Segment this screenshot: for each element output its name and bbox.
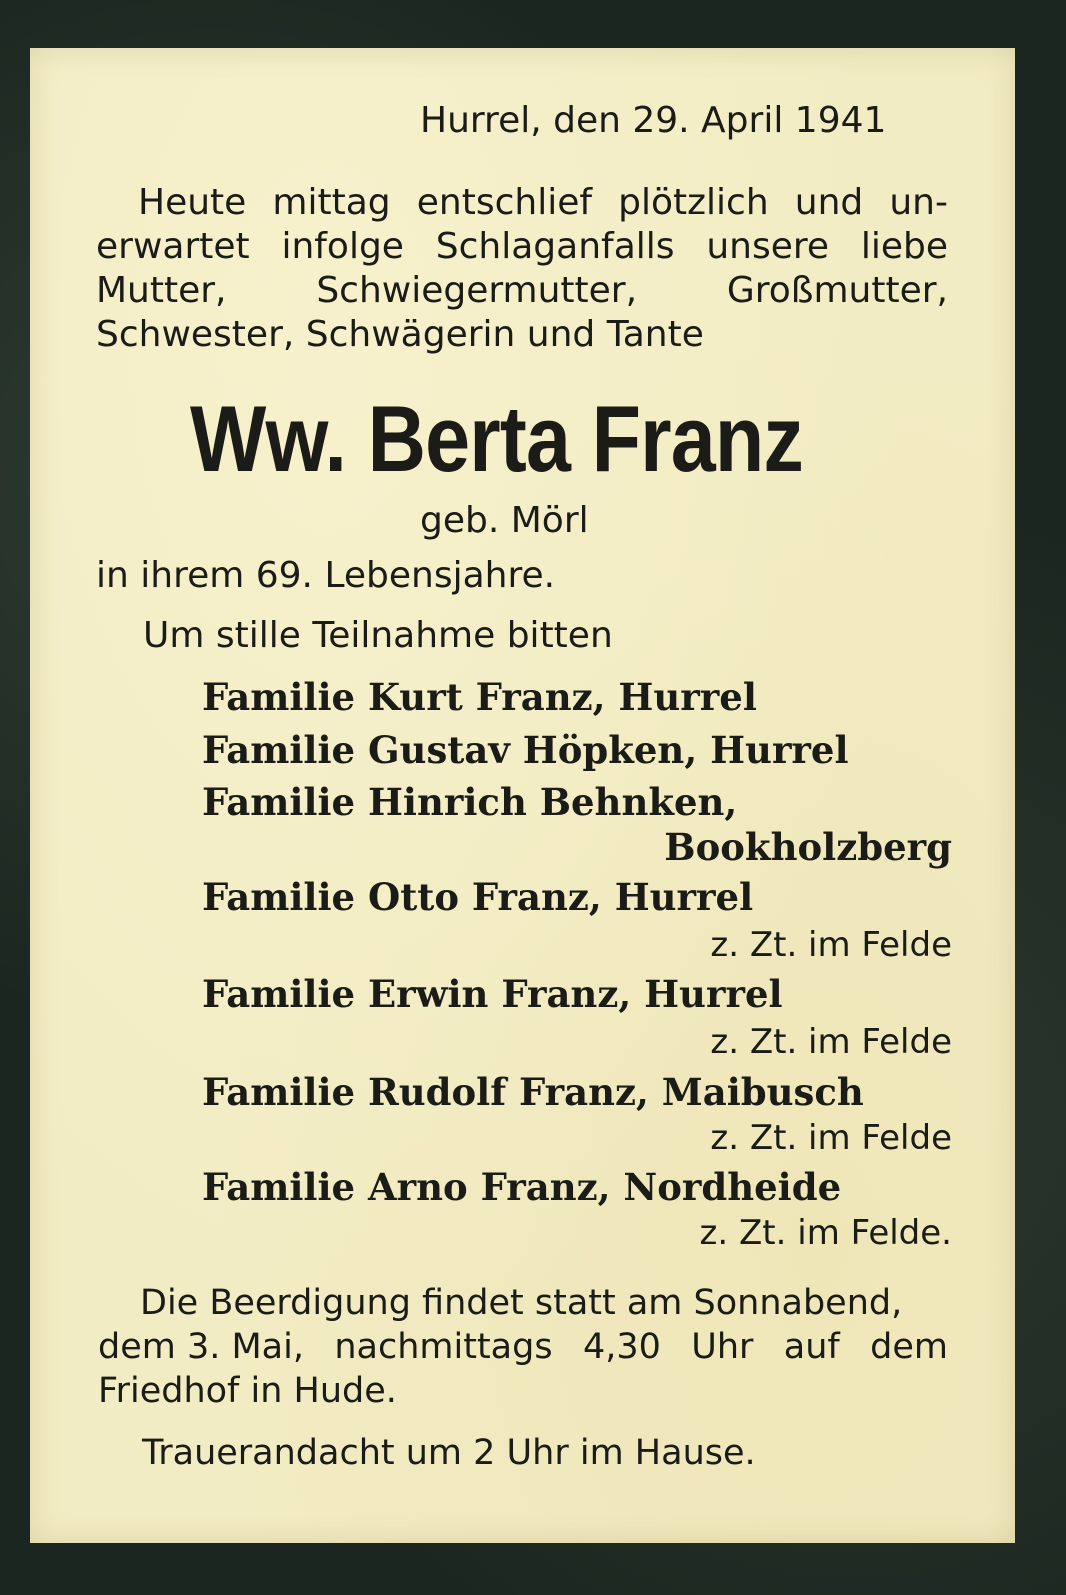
intro-word: Mutter,	[96, 270, 227, 311]
age-line: in ihrem 69. Lebensjahre.	[96, 555, 556, 596]
family-note: z. Zt. im Felde	[710, 925, 952, 965]
service-line: Trauerandacht um 2 Uhr im Hause.	[142, 1433, 756, 1473]
intro-word: un-	[889, 182, 948, 223]
family-name: Familie Gustav Höpken, Hurrel	[202, 728, 849, 772]
family-note: z. Zt. im Felde	[710, 1022, 952, 1062]
funeral-word: Uhr	[691, 1327, 754, 1367]
family-note: z. Zt. im Felde.	[699, 1213, 952, 1253]
family-name: Familie Rudolf Franz, Maibusch	[202, 1070, 864, 1114]
intro-word: Großmutter,	[726, 270, 948, 311]
funeral-word: dem 3. Mai,	[98, 1327, 304, 1367]
family-name: Familie Hinrich Behnken,	[202, 780, 738, 824]
intro-line-4: Schwester, Schwägerin und Tante	[96, 314, 704, 355]
request-line: Um stille Teilnahme bitten	[143, 615, 613, 656]
funeral-word: nachmittags	[334, 1327, 553, 1367]
intro-line-2	[96, 226, 948, 267]
funeral-line-3: Friedhof in Hude.	[98, 1371, 397, 1411]
family-name: Familie Otto Franz, Hurrel	[202, 875, 754, 919]
funeral-word: auf	[783, 1327, 840, 1367]
intro-word: Schwiegermutter,	[316, 270, 638, 311]
intro-word: unsere	[706, 226, 830, 267]
intro-word: erwartet	[96, 226, 250, 267]
dateline: Hurrel, den 29. April 1941	[420, 100, 887, 141]
intro-word: liebe	[860, 226, 948, 267]
maiden-name: geb. Mörl	[420, 500, 589, 541]
intro-word: Heute	[138, 182, 247, 223]
family-name: Familie Erwin Franz, Hurrel	[202, 972, 783, 1016]
deceased-name: Ww. Berta Franz	[190, 386, 803, 491]
funeral-line-2	[98, 1327, 948, 1367]
family-name: Familie Arno Franz, Nordheide	[202, 1165, 842, 1209]
intro-word: infolge	[281, 226, 404, 267]
intro-word: entschlief	[416, 182, 593, 223]
intro-word: Schlaganfalls	[435, 226, 675, 267]
family-location: Bookholzberg	[664, 825, 952, 869]
funeral-line-1: Die Beerdigung findet statt am Sonnabend,	[140, 1283, 903, 1323]
intro-word: plötzlich	[618, 182, 769, 223]
intro-line-3	[96, 270, 948, 311]
family-name: Familie Kurt Franz, Hurrel	[202, 675, 757, 719]
intro-word: mittag	[272, 182, 391, 223]
intro-line-1	[138, 182, 948, 223]
funeral-word: dem	[870, 1327, 948, 1367]
intro-word: und	[794, 182, 864, 223]
funeral-word: 4,30	[582, 1327, 661, 1367]
family-note: z. Zt. im Felde	[710, 1118, 952, 1158]
